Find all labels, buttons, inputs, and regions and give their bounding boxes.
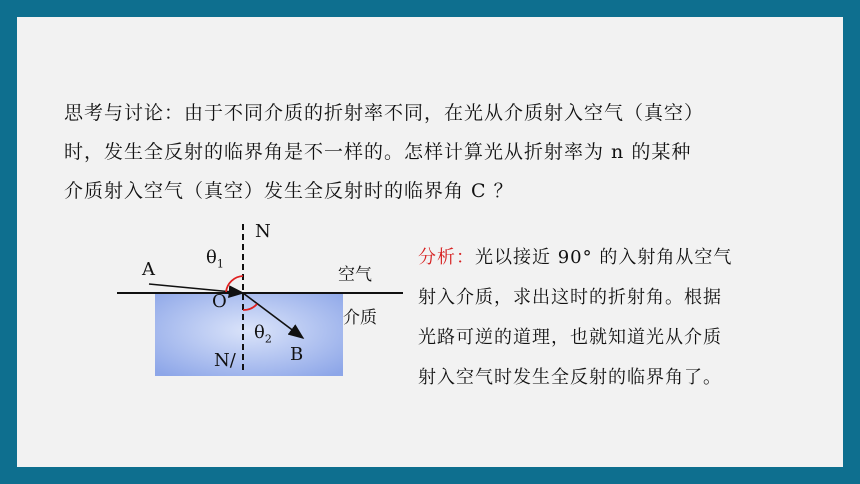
analysis-line-4: 射入空气时发生全反射的临界角了。 (418, 367, 722, 388)
point-a-label: A (142, 259, 155, 280)
air-label: 空气 (338, 265, 372, 285)
question-line-2: 时，发生全反射的临界角是不一样的。怎样计算光从折射率为 n 的某种 (64, 141, 692, 163)
normal-label-bottom: N/ (214, 350, 236, 371)
analysis-line-2: 射入介质，求出这时的折射角。根据 (418, 287, 722, 308)
question-line-3: 介质射入空气（真空）发生全反射时的临界角 C ？ (64, 180, 514, 202)
analysis-text (418, 238, 798, 398)
point-o-label: O (212, 291, 227, 312)
analysis-line-1: 分析：光以接近 90° 的入射角从空气 (418, 247, 733, 268)
angle1-label: $\theta_1$ (206, 247, 224, 271)
angle-arc-1 (226, 276, 243, 292)
question-line-1: 思考与讨论：由于不同介质的折射率不同，在光从介质射入空气（真空） (64, 102, 705, 124)
medium-region (155, 293, 343, 376)
angle2-label: $\theta_2$ (254, 322, 272, 346)
analysis-line-3: 光路可逆的道理，也就知道光从介质 (418, 327, 722, 348)
normal-label-top: N (255, 221, 271, 242)
point-b-label: B (290, 344, 304, 365)
medium-label: 介质 (343, 308, 377, 328)
analysis-label: 分析： (418, 247, 475, 268)
